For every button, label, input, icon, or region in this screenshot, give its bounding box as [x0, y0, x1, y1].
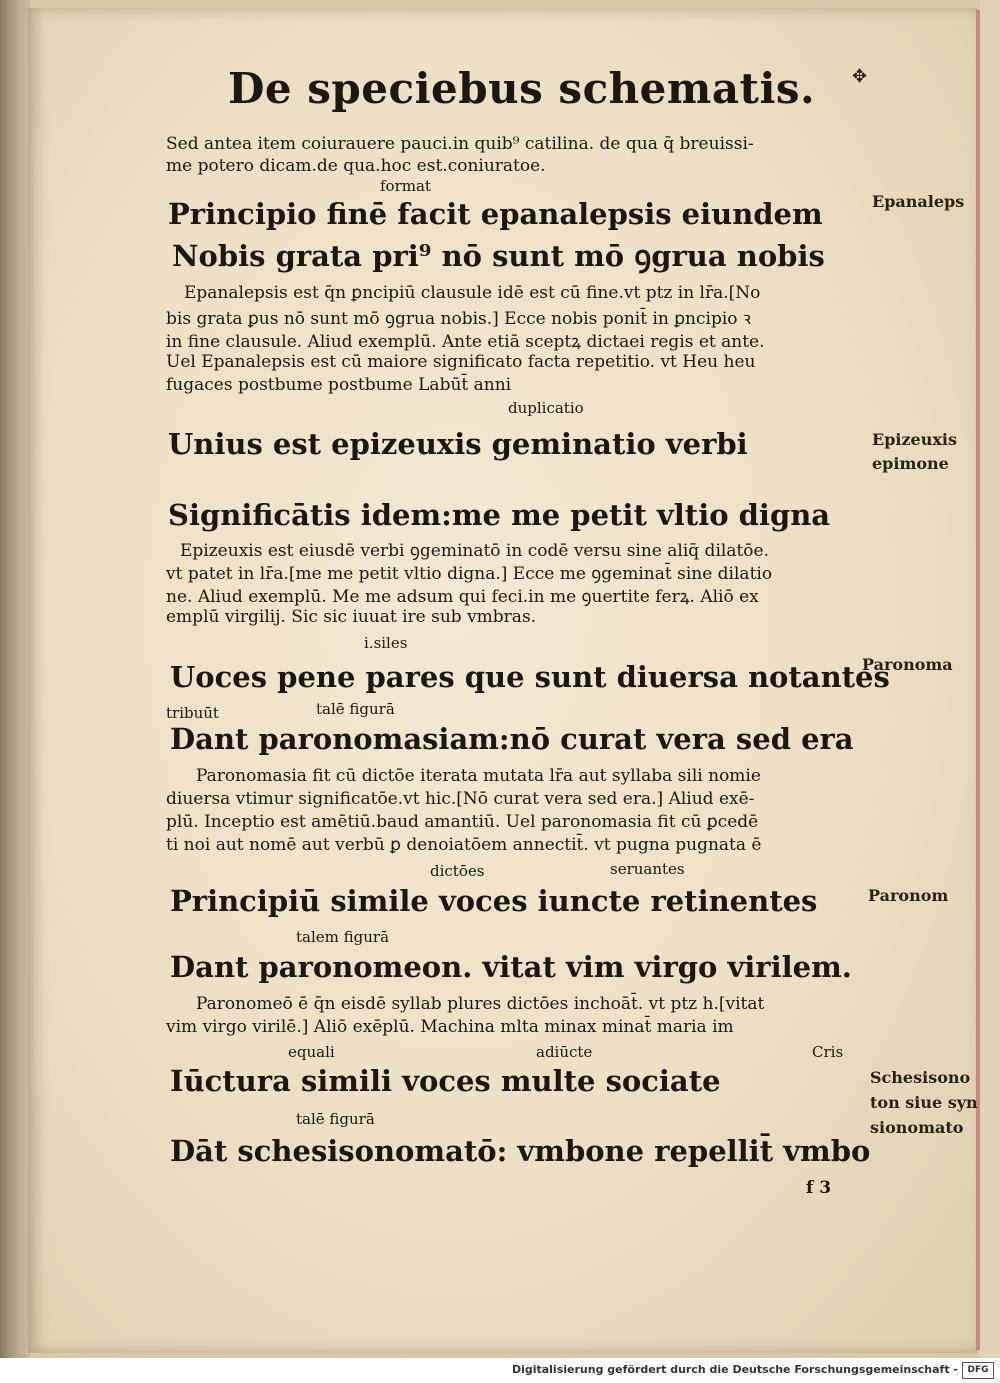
- binding-edge: [0, 0, 30, 1358]
- verse-epanalepsis-1: Principio finē facit epanalepsis eiundem: [168, 197, 823, 231]
- gloss-siles: i.siles: [364, 634, 408, 652]
- margin-note: ton siue syn: [870, 1093, 978, 1112]
- margin-note: epimone: [872, 454, 949, 473]
- prose-line: in fine clausule. Aliud exemplū. Ante etiā sceptꝝ dictaei regis et ante.: [166, 332, 765, 352]
- footer-bar: [0, 1358, 1000, 1383]
- prose-line: emplū virgilij. Sic sic iuuat ire sub vmbras.: [166, 607, 537, 627]
- prose-line: Paronomeō ē q̄n eisdē syllab plures dictōes inchoāt̄. vt ptz h.[vitat: [196, 994, 765, 1014]
- ornament-icon: ✥: [852, 66, 868, 87]
- dfg-logo-icon: DFG: [962, 1362, 994, 1379]
- margin-note: Epizeuxis: [872, 430, 957, 449]
- next-page-strip: [980, 0, 1000, 1358]
- gloss-duplicatio: duplicatio: [508, 399, 584, 417]
- prose-line: vim virgo virilē.] Aliō exēplū. Machina mlta minax minat̄ maria im: [166, 1017, 734, 1037]
- intro-line-1: Sed antea item coiurauere pauci.in quib⁹ catilina. de qua q̄ breuissi-: [166, 134, 754, 154]
- verse-paronomasia-1: Uoces pene pares que sunt diuersa notantes: [170, 660, 890, 694]
- prose-line: Paronomasia fit cū dictōe iterata mutata lr̄a aut syllaba sili nomie: [196, 766, 761, 786]
- prose-line: plū. Inceptio est amētiū.baud amantiū. Uel paronomasia fit cū ꝑcedē: [166, 812, 759, 832]
- prose-line: ti noi aut nomē aut verbū ꝑ denoiatōem annectit̄. vt pugna pugnata ē: [166, 835, 762, 855]
- prose-line: diuersa vtimur significatōe.vt hic.[Nō curat vera sed era.] Aliud exē-: [166, 789, 755, 809]
- intro-line-2: me potero dicam.de qua.hoc est.coniuratoe.: [166, 156, 546, 176]
- verse-paronomeon-1: Principiū simile voces iuncte retinentes: [170, 884, 818, 918]
- margin-note: Paronom: [868, 886, 949, 905]
- margin-note: Schesisono: [870, 1068, 971, 1087]
- prose-line: fugaces postbume postbume Labūt̄ anni: [166, 375, 512, 395]
- margin-note: Paronoma: [862, 655, 953, 674]
- verse-epizeuxis-1: Unius est epizeuxis geminatio verbi: [168, 427, 748, 461]
- footer-credit: Digitalisierung gefördert durch die Deutsche Forschungsgemeinschaft -: [511, 1363, 958, 1376]
- prose-line: Epizeuxis est eiusdē verbi ꝯgeminatō in codē versu sine aliq̄ dilatōe.: [180, 541, 769, 561]
- prose-line: vt patet in lr̄a.[me me petit vltio digna.] Ecce me ꝯgeminat̄ sine dilatio: [166, 564, 773, 584]
- gloss-talem-figuram: talē figurā: [316, 700, 395, 718]
- gloss-seruantes: seruantes: [610, 860, 685, 878]
- gloss-tribuunt: tribuūt: [166, 704, 219, 722]
- prose-line: Uel Epanalepsis est cū maiore significato facta repetitio. vt Heu heu: [166, 352, 756, 372]
- verse-schesis-2: Dāt schesisonomatō: vmbone repellit̄ vmbo: [170, 1134, 871, 1168]
- margin-note: Epanaleps: [872, 192, 965, 211]
- gloss-equali: equali: [288, 1043, 335, 1061]
- verse-paronomeon-2: Dant paronomeon. vitat vim virgo virilem.: [170, 950, 852, 984]
- gloss-dictoes: dictōes: [430, 862, 485, 880]
- margin-note: sionomato: [870, 1118, 964, 1137]
- prose-line: Epanalepsis est q̄n ꝑncipiū clausule idē est cū fine.vt ptz in lr̄a.[No: [184, 283, 761, 303]
- signature-mark: f 3: [806, 1178, 832, 1198]
- verse-epanalepsis-2: Nobis grata pri⁹ nō sunt mō ꝯgrua nobis: [172, 239, 825, 273]
- gloss-adiuncte: adiūcte: [536, 1043, 593, 1061]
- verse-paronomasia-2: Dant paronomasiam:nō curat vera sed era: [170, 722, 854, 756]
- gloss-cris: Cris: [812, 1043, 844, 1061]
- prose-line: bis grata ꝑus nō sunt mō ꝯgrua nobis.] Ecce nobis ponit̄ in ꝑncipio ꝛ: [166, 309, 751, 329]
- verse-epizeuxis-2: Significātis idem:me me petit vltio digna: [168, 498, 831, 532]
- page-title: De speciebus schematis.: [228, 64, 816, 113]
- gloss-talem-figuram: talem figurā: [296, 928, 390, 946]
- verse-schesis-1: Iūctura simili voces multe sociate: [170, 1064, 721, 1098]
- prose-line: ne. Aliud exemplū. Me me adsum qui feci.in me ꝯuertite ferꝝ. Aliō ex: [166, 587, 759, 607]
- gloss-format: format: [380, 177, 431, 195]
- gloss-talem-figuram: talē figurā: [296, 1110, 375, 1128]
